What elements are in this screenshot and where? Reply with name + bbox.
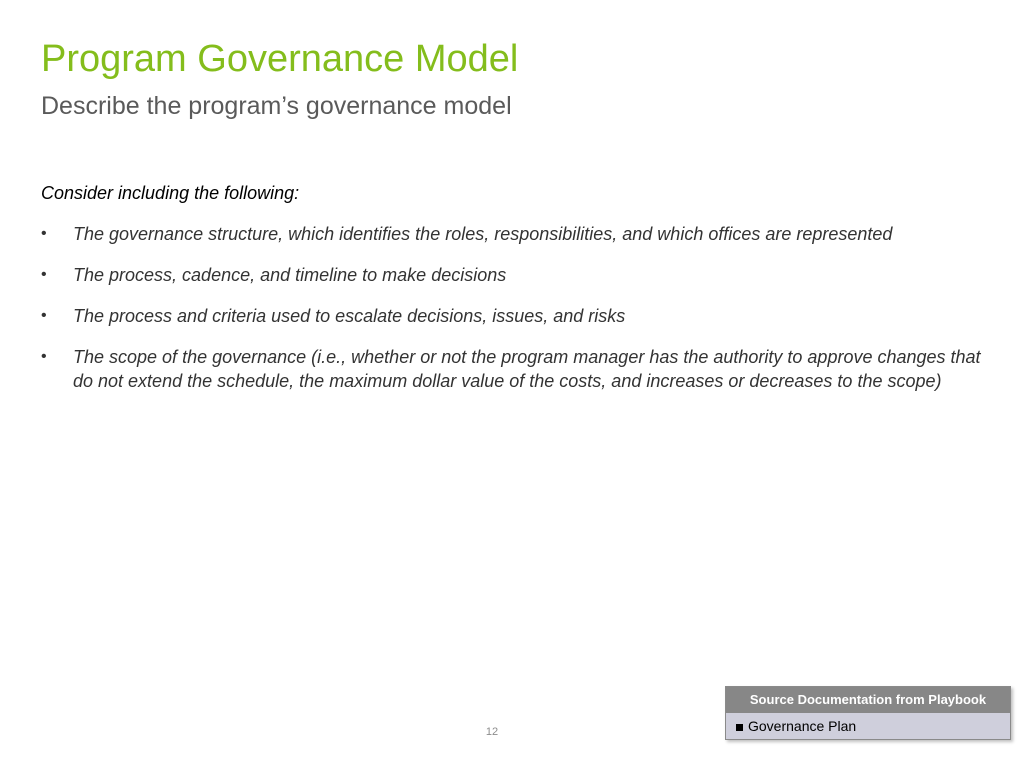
source-box-header: Source Documentation from Playbook bbox=[726, 687, 1010, 713]
bullet-icon: • bbox=[41, 307, 47, 324]
bullet-item bbox=[41, 222, 991, 246]
bullet-item bbox=[41, 304, 991, 328]
square-bullet-icon bbox=[736, 724, 743, 731]
page-number: 12 bbox=[485, 726, 499, 738]
bullet-text: The process and criteria used to escalate decisions, issues, and risks bbox=[73, 306, 626, 326]
source-item-label: Governance Plan bbox=[748, 718, 857, 734]
intro-text: Consider including the following: bbox=[41, 183, 300, 203]
bullet-list bbox=[41, 222, 991, 410]
bullet-text: The process, cadence, and timeline to make decisions bbox=[73, 265, 507, 285]
bullet-item bbox=[41, 263, 991, 287]
source-documentation-box bbox=[725, 686, 1011, 740]
bullet-icon: • bbox=[41, 225, 47, 242]
bullet-item bbox=[41, 345, 991, 393]
bullet-text: The scope of the governance (i.e., whether or not the program manager has the authority to approve changes that do not extend the schedule, the maximum dollar value of the costs, and increases or decreases to the scope) bbox=[73, 347, 981, 391]
slide-title: Program Governance Model bbox=[41, 38, 519, 80]
bullet-icon: • bbox=[41, 266, 47, 283]
slide-subtitle: Describe the program’s governance model bbox=[41, 92, 512, 120]
bullet-text: The governance structure, which identifies the roles, responsibilities, and which offices are represented bbox=[73, 224, 893, 244]
bullet-icon: • bbox=[41, 348, 47, 365]
source-box-item bbox=[726, 713, 1010, 739]
